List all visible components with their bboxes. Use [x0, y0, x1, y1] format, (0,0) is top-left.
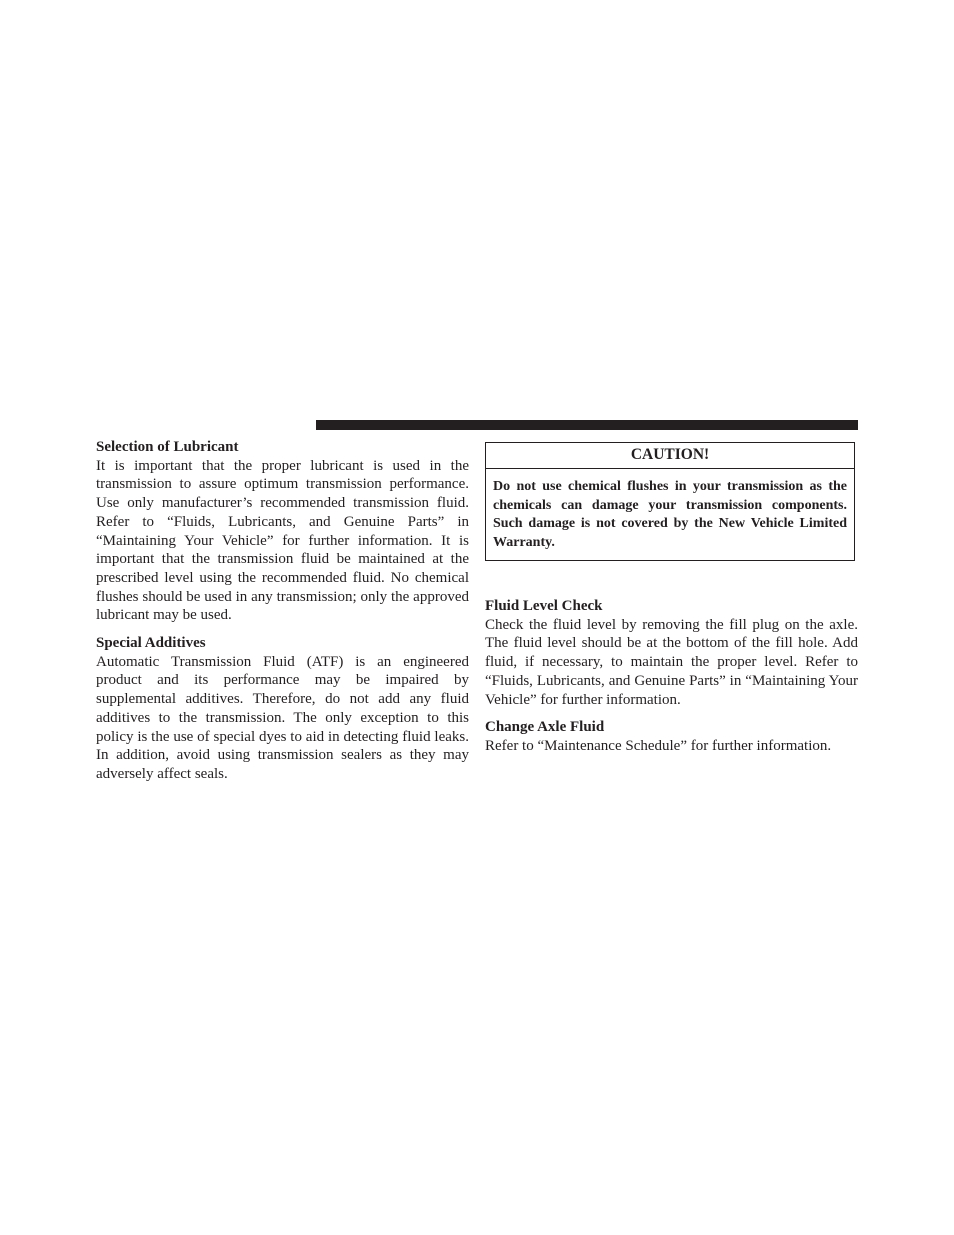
section-body: It is important that the proper lubricant is used in the transmission to assure optimum transmission performance. Use only manufacturer’s recommended transmission fluid. Refer to “Fluids, Lubricants, and Genuine Parts” in “Maintaining Your Vehicle” for further information. It is important that the transmission fluid be maintained at the prescribed level using the recommended fluid. No chemical flushes should be used in any transmission; only the approved lubricant may be used.: [96, 457, 469, 624]
caution-title: CAUTION!: [486, 443, 854, 469]
header-rule: [316, 420, 858, 430]
caution-box: [485, 442, 855, 561]
section-heading: Change Axle Fluid: [485, 719, 605, 736]
section-body: Refer to “Maintenance Schedule” for further information.: [485, 737, 832, 754]
section-heading: Special Additives: [96, 635, 206, 652]
section-heading: Fluid Level Check: [485, 598, 603, 614]
caution-body: Do not use chemical flushes in your transmission as the chemicals can damage your transmission components. Such damage is not covered by the New Vehicle Limited Warranty.: [493, 479, 847, 550]
section-fluid-level-check: [485, 597, 858, 709]
section-change-axle-fluid: [485, 718, 858, 755]
right-column: [485, 597, 858, 765]
section-body: Automatic Transmission Fluid (ATF) is an engineered product and its performance may be impaired by supplemental additives. Therefore, do not add any fluid additives to the transmission. The only exception to this policy is the use of special dyes to aid in detecting fluid leaks. In addition, avoid using transmission sealers as they may adversely affect seals.: [96, 653, 469, 782]
left-column: [96, 438, 469, 793]
section-heading: Selection of Lubricant: [96, 439, 239, 455]
section-special-additives: [96, 634, 469, 784]
section-body: Check the fluid level by removing the fill plug on the axle. The fluid level should be at the bottom of the fill hole. Add fluid, if necessary, to maintain the proper level. Refer to “Fluids, Lubricants, and Genuine Parts” in “Maintaining Your Vehicle” for further information.: [485, 616, 858, 708]
caution-column: [485, 442, 858, 561]
section-selection-of-lubricant: [96, 438, 469, 625]
